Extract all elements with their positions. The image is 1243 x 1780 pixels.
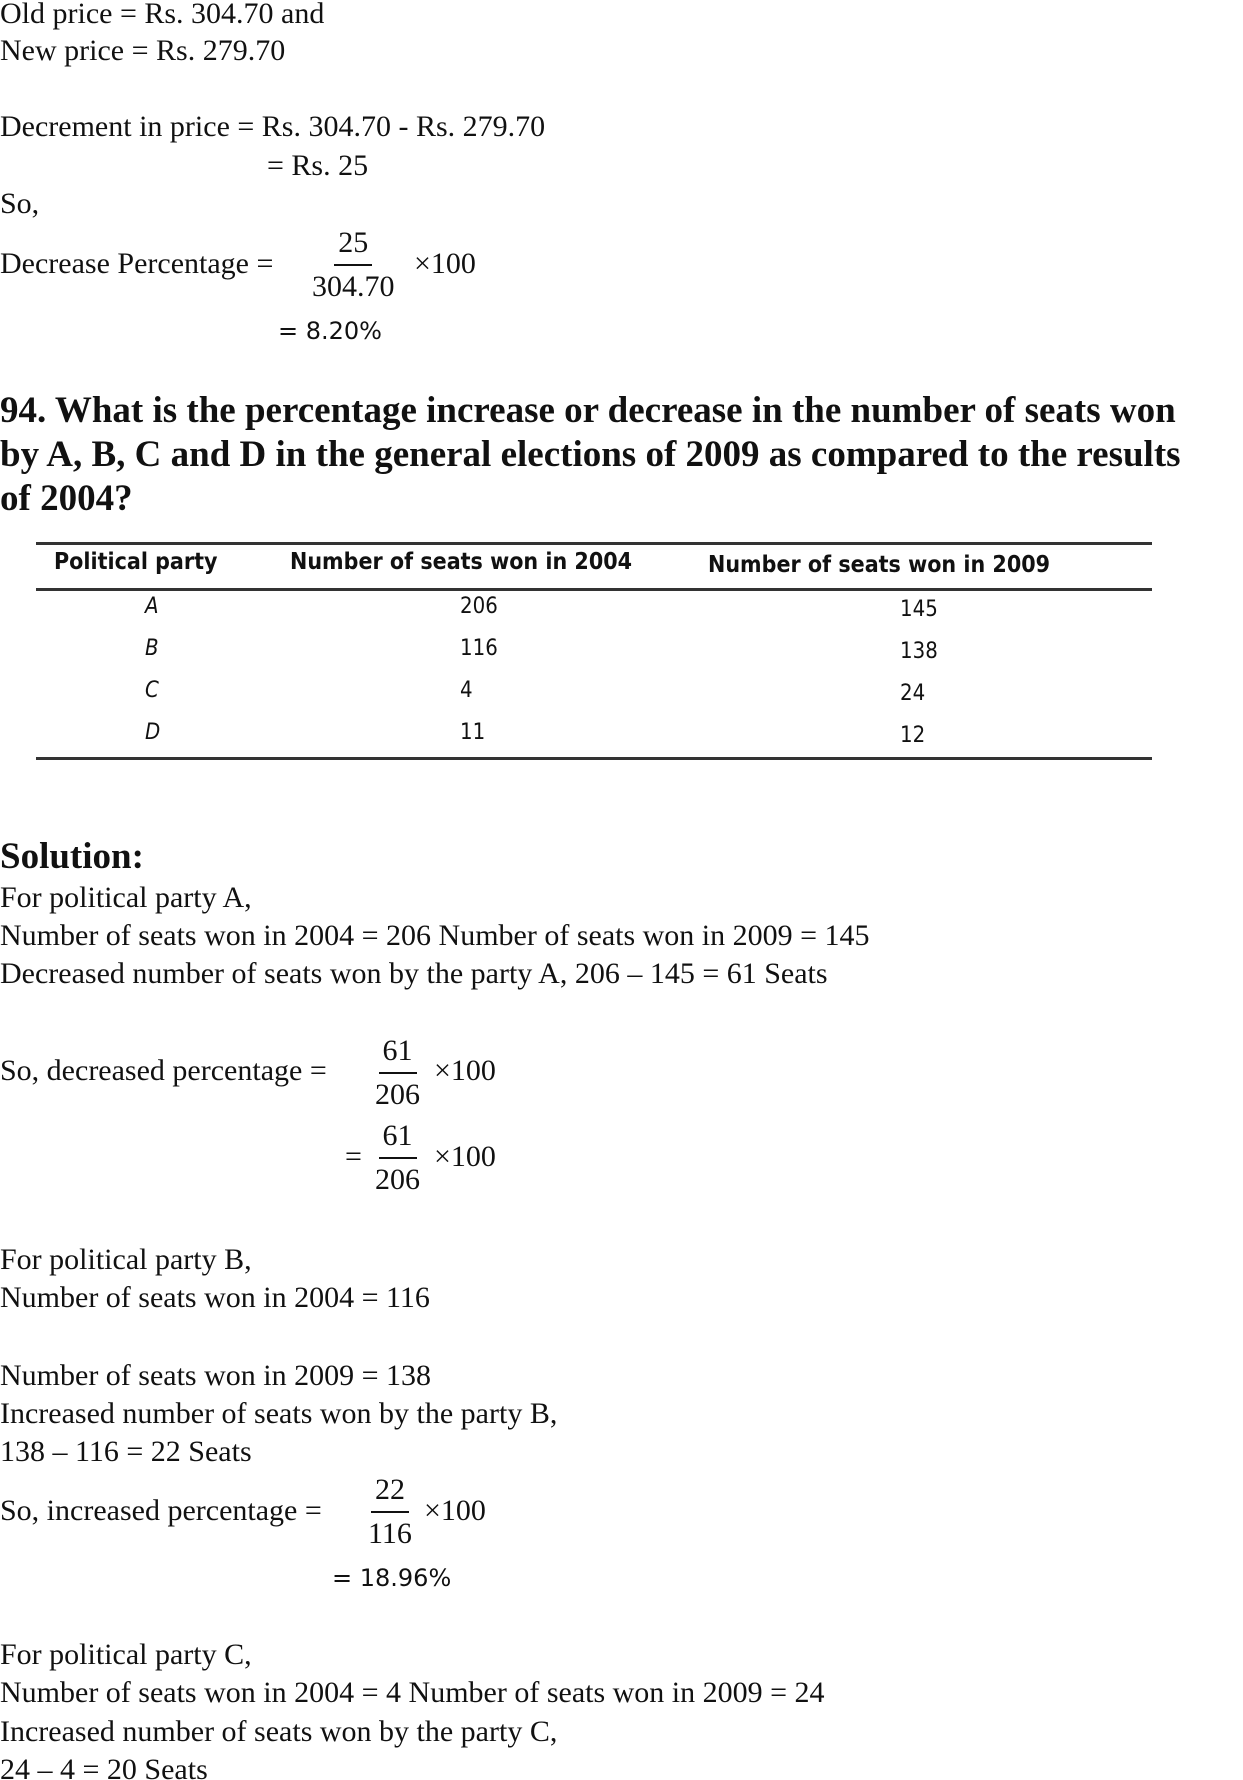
denominator: 304.70 — [312, 270, 395, 303]
increase-result: = 18.96% — [332, 1564, 452, 1592]
seats-cell: 138 — [900, 639, 938, 664]
decrease-result: = 8.20% — [278, 317, 382, 345]
fraction — [375, 1034, 420, 1112]
text-line: Number of seats won in 2004 = 116 — [0, 1281, 430, 1314]
fraction — [368, 1473, 412, 1551]
party-cell: D — [145, 720, 161, 745]
party-cell: B — [145, 636, 159, 661]
denominator: 206 — [375, 1163, 420, 1196]
text-line: For political party C, — [0, 1638, 252, 1671]
text-line: 138 – 116 = 22 Seats — [0, 1435, 252, 1468]
text-line: Increased number of seats won by the party C, — [0, 1715, 558, 1748]
new-price: New price = Rs. 279.70 — [0, 34, 286, 67]
text-line: For political party B, — [0, 1243, 252, 1276]
solution-title: Solution: — [0, 836, 144, 877]
party-cell: C — [145, 678, 159, 703]
text-line: 24 – 4 = 20 Seats — [0, 1753, 208, 1780]
table-bottom-rule — [36, 757, 1152, 760]
denominator: 206 — [375, 1078, 420, 1111]
party-cell: A — [145, 594, 159, 619]
table-header: Number of seats won in 2009 — [708, 552, 1051, 578]
decrement: Decrement in price = Rs. 304.70 - Rs. 279.70 — [0, 110, 546, 143]
text-line: For political party A, — [0, 881, 252, 914]
decrease-label: Decrease Percentage = — [0, 247, 274, 280]
old-price: Old price = Rs. 304.70 and — [0, 0, 325, 30]
so-text: So, — [0, 187, 40, 220]
equals: = — [345, 1140, 362, 1173]
seats-cell: 24 — [900, 681, 926, 706]
decrement-result: = Rs. 25 — [267, 149, 369, 182]
table-top-rule — [36, 542, 1152, 545]
denominator: 116 — [368, 1517, 412, 1550]
table-header: Political party — [54, 549, 218, 575]
text-line: Number of seats won in 2009 = 138 — [0, 1359, 432, 1392]
text-line: Number of seats won in 2004 = 4 Number of seats won in 2009 = 24 — [0, 1676, 825, 1709]
text-line: Increased number of seats won by the party B, — [0, 1397, 558, 1430]
numerator: 61 — [379, 1034, 417, 1074]
seats-cell: 145 — [900, 597, 938, 622]
numerator: 25 — [334, 226, 372, 266]
decreased-label: So, decreased percentage = — [0, 1054, 327, 1087]
numerator: 22 — [371, 1473, 409, 1513]
increased-label: So, increased percentage = — [0, 1494, 322, 1527]
question-line: 94. What is the percentage increase or decrease in the number of seats won — [0, 390, 1176, 431]
text-line: Decreased number of seats won by the party A, 206 – 145 = 61 Seats — [0, 957, 828, 990]
question-line: by A, B, C and D in the general elections of 2009 as compared to the results — [0, 434, 1181, 475]
times-100: ×100 — [424, 1494, 486, 1527]
table-header: Number of seats won in 2004 — [290, 549, 633, 575]
seats-cell: 12 — [900, 723, 926, 748]
times-100: ×100 — [414, 247, 476, 280]
fraction — [375, 1119, 420, 1197]
seats-cell: 116 — [460, 636, 498, 661]
times-100: ×100 — [434, 1054, 496, 1087]
seats-cell: 11 — [460, 720, 486, 745]
question-line: of 2004? — [0, 478, 133, 519]
seats-cell: 206 — [460, 594, 498, 619]
text-line: Number of seats won in 2004 = 206 Number of seats won in 2009 = 145 — [0, 919, 870, 952]
numerator: 61 — [379, 1119, 417, 1159]
table-header-rule — [36, 588, 1152, 591]
seats-cell: 4 — [460, 678, 473, 703]
times-100: ×100 — [434, 1140, 496, 1173]
fraction — [312, 226, 395, 304]
